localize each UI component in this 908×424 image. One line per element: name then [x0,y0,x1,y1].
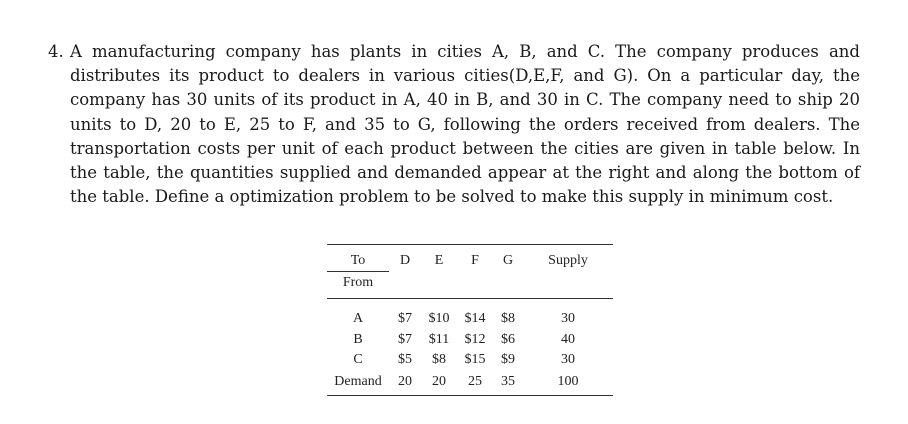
supply-cell: 30 [561,311,575,327]
cost-cell: $5 [398,352,412,368]
problem-number: 4. [48,42,64,61]
cost-cell: $11 [428,331,450,347]
cost-cell: $7 [398,331,412,347]
supply-cell: 30 [561,352,575,368]
problem-text: A manufacturing company has plants in cities A, B, and C. The company produces and distributes its product to dealers in various cities(D,E,F, and G). On a particular day, the company has 30 units of its product in A, 40 in B, and 30 in C. The company need to ship 20 units to D, 20 to E, 25 to F, and 35 to G, following the orders received from dealers. The transportation costs per unit of each product between the cities are given in table below. In the table, the quantities supplied and demanded appear at the right and along the bottom of the table. Define a optimization problem to be solved to make this supply in minimum cost. [70,42,860,207]
header-col-d: D [389,245,421,272]
demand-cell: 20 [421,371,457,396]
cost-cell: $8 [501,311,515,327]
header-to: To [327,245,389,272]
row-city: A [352,311,364,327]
problem-statement [48,40,860,209]
cost-cell: $9 [501,352,515,368]
cost-cell: $15 [464,352,486,368]
cost-cell: $14 [464,311,486,327]
total-cell: 100 [523,371,613,396]
header-col-e: E [421,245,457,272]
row-city: C [353,352,363,368]
demand-cell: 20 [389,371,421,396]
cost-cell: $6 [501,331,515,347]
supply-cell: 40 [561,331,575,347]
demand-cell: 35 [493,371,523,396]
cost-cell: $8 [432,352,446,368]
table-row [327,330,613,351]
header-supply: Supply [523,245,613,272]
demand-row [327,371,613,396]
header-from: From [327,272,389,299]
cost-cell: $10 [428,311,450,327]
row-city: B [353,331,363,347]
table-row [327,309,613,330]
header-col-f: F [457,245,493,272]
header-col-g: G [493,245,523,272]
cost-cell: $7 [398,311,412,327]
demand-label: Demand [327,371,389,396]
problem-paragraph [48,40,860,209]
table-row [327,350,613,371]
cost-table [327,244,613,396]
cost-cell: $12 [464,331,486,347]
demand-cell: 25 [457,371,493,396]
